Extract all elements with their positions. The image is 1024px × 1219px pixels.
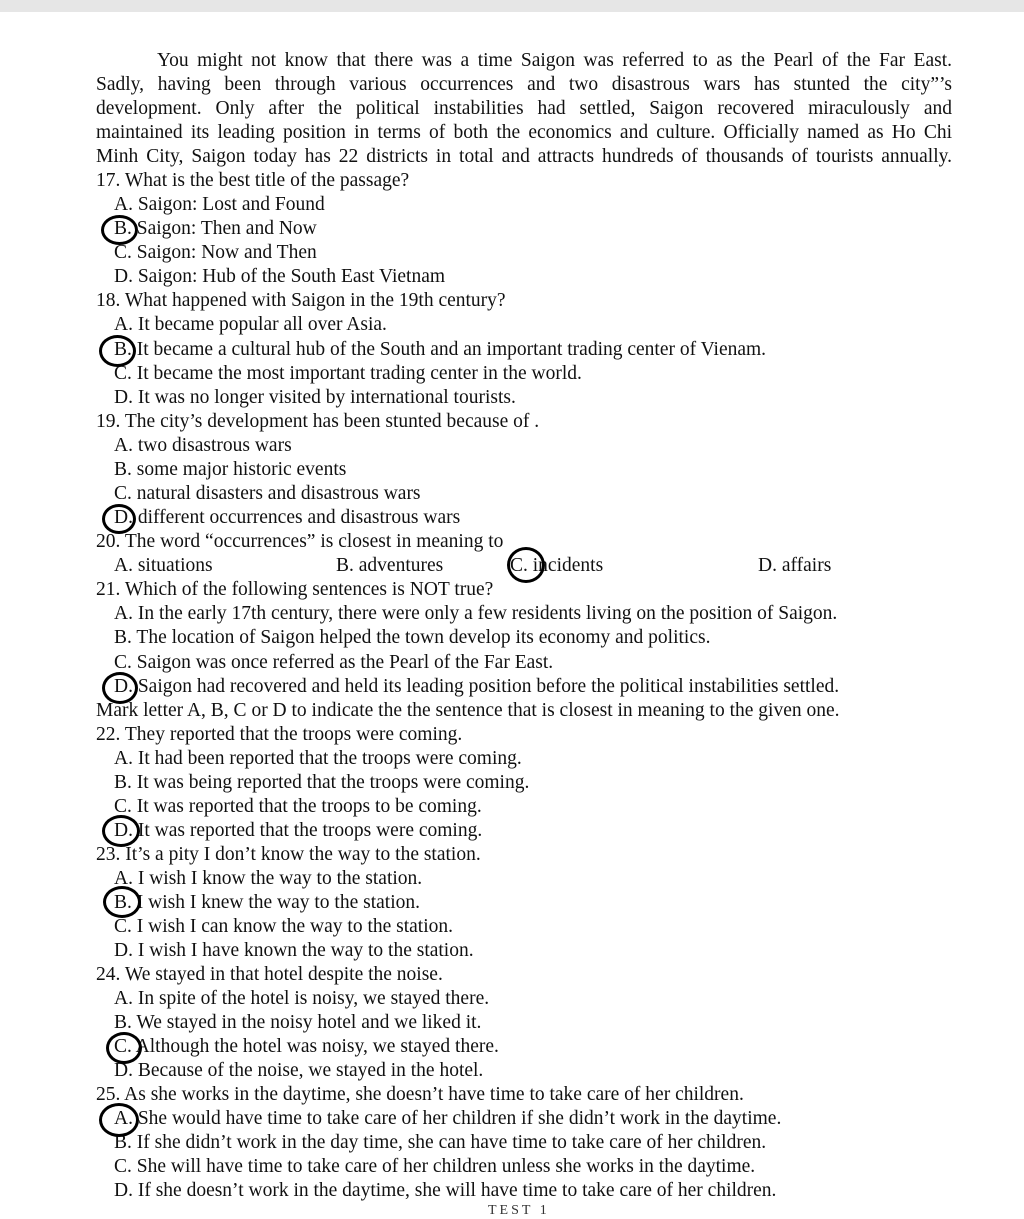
q19-option-b[interactable]: B. some major historic events — [114, 459, 347, 480]
q20-option-a[interactable]: A. situations — [114, 555, 213, 576]
q21-option-a[interactable]: A. In the early 17th century, there were only a few residents living on the position of Saigon. — [114, 603, 838, 624]
q25-option-a[interactable]: A. She would have time to take care of her children if she didn’t work in the daytime. — [114, 1108, 782, 1129]
q21-option-b[interactable]: B. The location of Saigon helped the town develop its economy and politics. — [114, 627, 711, 648]
q23-option-d[interactable]: D. I wish I have known the way to the station. — [114, 940, 474, 961]
page-footer-partial: TEST 1 — [488, 1203, 550, 1218]
question-17: 17. What is the best title of the passage? — [96, 170, 410, 191]
q23-option-a[interactable]: A. I wish I know the way to the station. — [114, 868, 423, 889]
q25-option-d[interactable]: D. If she doesn’t work in the daytime, she will have time to take care of her children. — [114, 1180, 777, 1201]
passage-line: maintained its leading position in terms of both the economics and culture. Officially named as Ho Chi — [96, 122, 952, 143]
q24-option-c[interactable]: C. Although the hotel was noisy, we stayed there. — [114, 1036, 499, 1057]
q21-option-c[interactable]: C. Saigon was once referred as the Pearl of the Far East. — [114, 652, 554, 673]
question-24: 24. We stayed in that hotel despite the noise. — [96, 964, 443, 985]
q23-option-b[interactable]: B. I wish I knew the way to the station. — [114, 892, 420, 913]
q17-option-c[interactable]: C. Saigon: Now and Then — [114, 242, 317, 263]
section-instruction: Mark letter A, B, C or D to indicate the the sentence that is closest in meaning to the given one. — [96, 700, 840, 721]
question-19: 19. The city’s development has been stunted because of . — [96, 411, 540, 432]
q24-option-a[interactable]: A. In spite of the hotel is noisy, we stayed there. — [114, 988, 490, 1009]
q25-option-c[interactable]: C. She will have time to take care of her children unless she works in the daytime. — [114, 1156, 756, 1177]
top-margin-bar — [0, 0, 1024, 12]
passage-line: Minh City, Saigon today has 22 districts in total and attracts hundreds of thousands of tourists annually. — [96, 146, 952, 167]
q18-option-a[interactable]: A. It became popular all over Asia. — [114, 314, 387, 335]
q20-option-b[interactable]: B. adventures — [336, 555, 444, 576]
q18-option-b[interactable]: B. It became a cultural hub of the South and an important trading center of Vienam. — [114, 339, 767, 360]
q17-option-b[interactable]: B. Saigon: Then and Now — [114, 218, 317, 239]
q19-option-d[interactable]: D. different occurrences and disastrous wars — [114, 507, 461, 528]
question-20: 20. The word “occurrences” is closest in meaning to — [96, 531, 504, 552]
question-18: 18. What happened with Saigon in the 19th century? — [96, 290, 506, 311]
q19-option-a[interactable]: A. two disastrous wars — [114, 435, 292, 456]
q20-option-d[interactable]: D. affairs — [758, 555, 832, 576]
q17-option-d[interactable]: D. Saigon: Hub of the South East Vietnam — [114, 266, 446, 287]
q19-option-c[interactable]: C. natural disasters and disastrous wars — [114, 483, 421, 504]
q18-option-d[interactable]: D. It was no longer visited by international tourists. — [114, 387, 516, 408]
q18-option-c[interactable]: C. It became the most important trading center in the world. — [114, 363, 582, 384]
q20-option-c[interactable]: C. incidents — [510, 555, 604, 576]
passage-line: development. Only after the political instabilities had settled, Saigon recovered miraculously and — [96, 98, 952, 119]
q17-option-a[interactable]: A. Saigon: Lost and Found — [114, 194, 325, 215]
passage-line: You might not know that there was a time Saigon was referred to as the Pearl of the Far East. — [157, 50, 952, 71]
q23-option-c[interactable]: C. I wish I can know the way to the station. — [114, 916, 454, 937]
q21-option-d[interactable]: D. Saigon had recovered and held its leading position before the political instabilities settled. — [114, 676, 840, 697]
q24-option-d[interactable]: D. Because of the noise, we stayed in the hotel. — [114, 1060, 484, 1081]
question-21: 21. Which of the following sentences is NOT true? — [96, 579, 494, 600]
q22-option-c[interactable]: C. It was reported that the troops to be coming. — [114, 796, 482, 817]
q24-option-b[interactable]: B. We stayed in the noisy hotel and we liked it. — [114, 1012, 482, 1033]
question-25: 25. As she works in the daytime, she doesn’t have time to take care of her children. — [96, 1084, 744, 1105]
question-22: 22. They reported that the troops were coming. — [96, 724, 463, 745]
q25-option-b[interactable]: B. If she didn’t work in the day time, she can have time to take care of her children. — [114, 1132, 767, 1153]
question-23: 23. It’s a pity I don’t know the way to the station. — [96, 844, 481, 865]
q22-option-b[interactable]: B. It was being reported that the troops were coming. — [114, 772, 530, 793]
q22-option-d[interactable]: D. It was reported that the troops were coming. — [114, 820, 483, 841]
passage-line: Sadly, having been through various occurrences and two disastrous wars has stunted the city”’s — [96, 74, 952, 95]
q22-option-a[interactable]: A. It had been reported that the troops were coming. — [114, 748, 522, 769]
